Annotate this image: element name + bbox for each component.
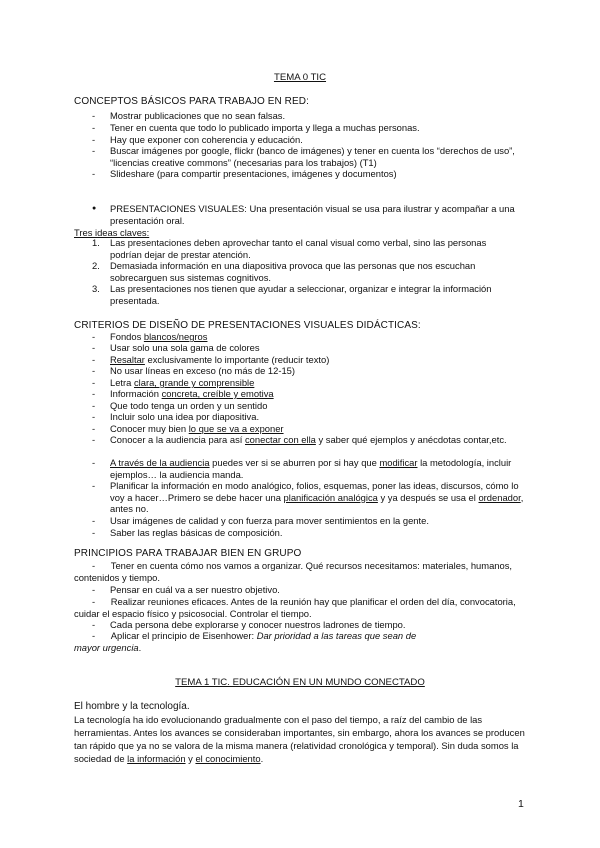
text-run: . — [138, 641, 142, 653]
text-run: Información — [110, 388, 162, 399]
underlined-text: lo que se va a exponer — [188, 423, 284, 434]
list-item-text: Hay que exponer con coherencia y educación. — [110, 134, 303, 145]
dash-marker: - — [92, 423, 96, 434]
bullet-text: PRESENTACIONES VISUALES: Una presentación visual se usa para ilustrar y acompañar a una presentación oral. — [110, 203, 515, 226]
text-run: Fondos — [110, 331, 144, 342]
list-item — [74, 630, 444, 653]
list-item-text: Que todo tenga un orden y un sentido — [110, 400, 268, 411]
dash-marker: - — [92, 110, 96, 121]
list-item-text — [110, 377, 550, 389]
dash-marker: - — [92, 619, 96, 630]
list-item-text — [110, 388, 550, 400]
dash-marker: - — [92, 168, 96, 179]
dash-marker: - — [92, 377, 96, 388]
dash-marker: - — [92, 122, 96, 133]
list-item — [74, 560, 529, 583]
dash-marker: - — [92, 560, 96, 571]
list-item-text: Demasiada información en una diapositiva provoca que las personas que nos escuchan sobrecarguen sus sistemas cognitivos. — [110, 260, 476, 283]
text-run: Conocer muy bien — [110, 423, 189, 434]
heading-principios: PRINCIPIOS PARA TRABAJAR BIEN EN GRUPO — [74, 548, 302, 559]
list-item-text: Las presentaciones nos tienen que ayudar a seleccionar, organizar e integrar la información presentada. — [110, 283, 492, 306]
underlined-text: blancos/negros — [143, 331, 208, 342]
underlined-text: clara, grande y comprensible — [133, 377, 255, 388]
text-run: , antes no. — [110, 491, 524, 515]
list-item-text: Mostrar publicaciones que no sean falsas. — [110, 110, 286, 121]
number-marker: 2. — [92, 260, 100, 271]
list-item-text — [110, 434, 520, 446]
text-run: Planificar la información en modo analógico, folios, esquemas, poner las ideas, discursos, cómo lo voy a hacer…Primero se debe hacer una — [110, 480, 519, 503]
list-item-text: Slideshare (para compartir presentaciones, imágenes y documentos) — [110, 168, 397, 179]
number-marker: 3. — [92, 283, 100, 294]
dash-marker: - — [92, 630, 96, 641]
dash-marker: - — [92, 515, 96, 526]
list-item-text: Tener en cuenta cómo nos vamos a organizar. Qué recursos necesitamos: materiales, humanos, contenidos y tiempo. — [74, 560, 513, 583]
list-item-text: Cada persona debe explorarse y conocer nuestros ladrones de tiempo. — [110, 619, 406, 630]
text-run: puedes ver si se aburren por si hay que — [209, 457, 380, 468]
list-item-text: Buscar imágenes por google, flickr (banco de imágenes) y tener en cuenta los “derechos de uso”, “licencias creative commons” (necesarias para los trabajos) (T1) — [110, 145, 515, 168]
text-run: La tecnología ha ido evolucionando gradualmente con el paso del tiempo, a raíz del cambio de las herramientas. Antes los avances se consideraban importantes, sin embargo, ahora los avances se producen tan rápido que ya no se valora de la misma manera (relatividad cronológica y temporal). Sin duda somos la sociedad de — [74, 714, 525, 764]
dash-marker: - — [92, 584, 96, 595]
list-item-text — [110, 331, 550, 343]
list-item-text: Las presentaciones deben aprovechar tanto el canal visual como verbal, sino las personas podrían dejar de prestar atención. — [110, 237, 487, 260]
text-run: Letra — [110, 377, 134, 388]
dash-marker: - — [92, 596, 96, 607]
list-item-text: Incluir solo una idea por diapositiva. — [110, 411, 260, 422]
dash-marker: - — [92, 527, 96, 538]
heading-hombre-tecnologia: El hombre y la tecnología. — [74, 701, 190, 712]
list-item-text: Usar solo una sola gama de colores — [110, 342, 260, 353]
dash-marker: - — [92, 145, 96, 156]
underlined-text: A través de la audiencia — [110, 457, 210, 468]
list-item-text: Saber las reglas básicas de composición. — [110, 527, 283, 538]
section-title-tema0: TEMA 0 TIC — [273, 72, 327, 83]
subheading-tres-ideas: Tres ideas claves: — [74, 227, 150, 238]
dash-marker: - — [92, 354, 96, 365]
dash-marker: - — [92, 342, 96, 353]
section-title-tema1: TEMA 1 TIC. EDUCACIÓN EN UN MUNDO CONECTADO — [175, 677, 425, 688]
page-number: 1 — [518, 798, 524, 810]
dash-marker: - — [92, 388, 96, 399]
underlined-text: ordenador — [478, 491, 521, 503]
text-run: exclusivamente lo importante (reducir texto) — [144, 354, 330, 365]
underlined-text: el conocimiento — [195, 753, 261, 764]
dash-marker: - — [92, 411, 96, 422]
underlined-text: conectar con ella — [244, 434, 316, 445]
text-run: y ya después se usa el — [377, 491, 479, 503]
dash-marker: - — [92, 480, 96, 491]
text-run: la metodología, incluir ejemplos… la audiencia manda. — [110, 457, 512, 480]
list-item-text: Realizar reuniones eficaces. Antes de la reunión hay que planificar el orden del día, convocatoria, cuidar el espacio físico y psicosocial. Controlar el tiempo. — [74, 596, 516, 619]
list-item-text: Usar imágenes de calidad y con fuerza para mover sentimientos en la gente. — [110, 515, 429, 526]
number-marker: 1. — [92, 237, 100, 248]
italic-text: Dar prioridad a las tareas que sean de mayor urgencia — [74, 630, 417, 653]
list-item-text: Tener en cuenta que todo lo publicado importa y llega a muchas personas. — [110, 122, 420, 133]
dash-marker: - — [92, 400, 96, 411]
underlined-text: concreta, creíble y emotiva — [161, 388, 274, 399]
text-run: y saber qué ejemplos y anécdotas contar,etc. — [315, 434, 507, 445]
list-item-text: No usar líneas en exceso (no más de 12-15) — [110, 365, 295, 376]
dash-marker: - — [92, 134, 96, 145]
dash-marker: - — [92, 434, 96, 445]
text-run: Conocer a la audiencia para así — [110, 434, 245, 445]
list-item-text: Pensar en cuál va a ser nuestro objetivo. — [110, 584, 280, 595]
bullet-marker: ● — [92, 205, 97, 212]
list-item-text — [110, 457, 532, 480]
dash-marker: - — [92, 331, 96, 342]
dash-marker: - — [92, 457, 96, 468]
underlined-text: modificar — [379, 457, 418, 468]
heading-conceptos: CONCEPTOS BÁSICOS PARA TRABAJO EN RED: — [74, 96, 309, 107]
text-run: . — [260, 753, 264, 764]
underlined-text: planificación analógica — [283, 491, 378, 503]
underlined-text: la información — [127, 753, 186, 764]
paragraph-tecnologia — [74, 713, 534, 765]
heading-criterios: CRITERIOS DE DISEÑO DE PRESENTACIONES VISUALES DIDÁCTICAS: — [74, 320, 421, 331]
list-item — [74, 596, 529, 619]
list-item-text: Aplicar el principio de Eisenhower: — [110, 630, 257, 641]
list-item-text — [110, 423, 550, 435]
dash-marker: - — [92, 365, 96, 376]
list-item-text — [110, 480, 528, 515]
underlined-text: Resaltar — [110, 354, 145, 365]
text-run: y — [185, 753, 196, 764]
list-item-text — [110, 354, 550, 366]
